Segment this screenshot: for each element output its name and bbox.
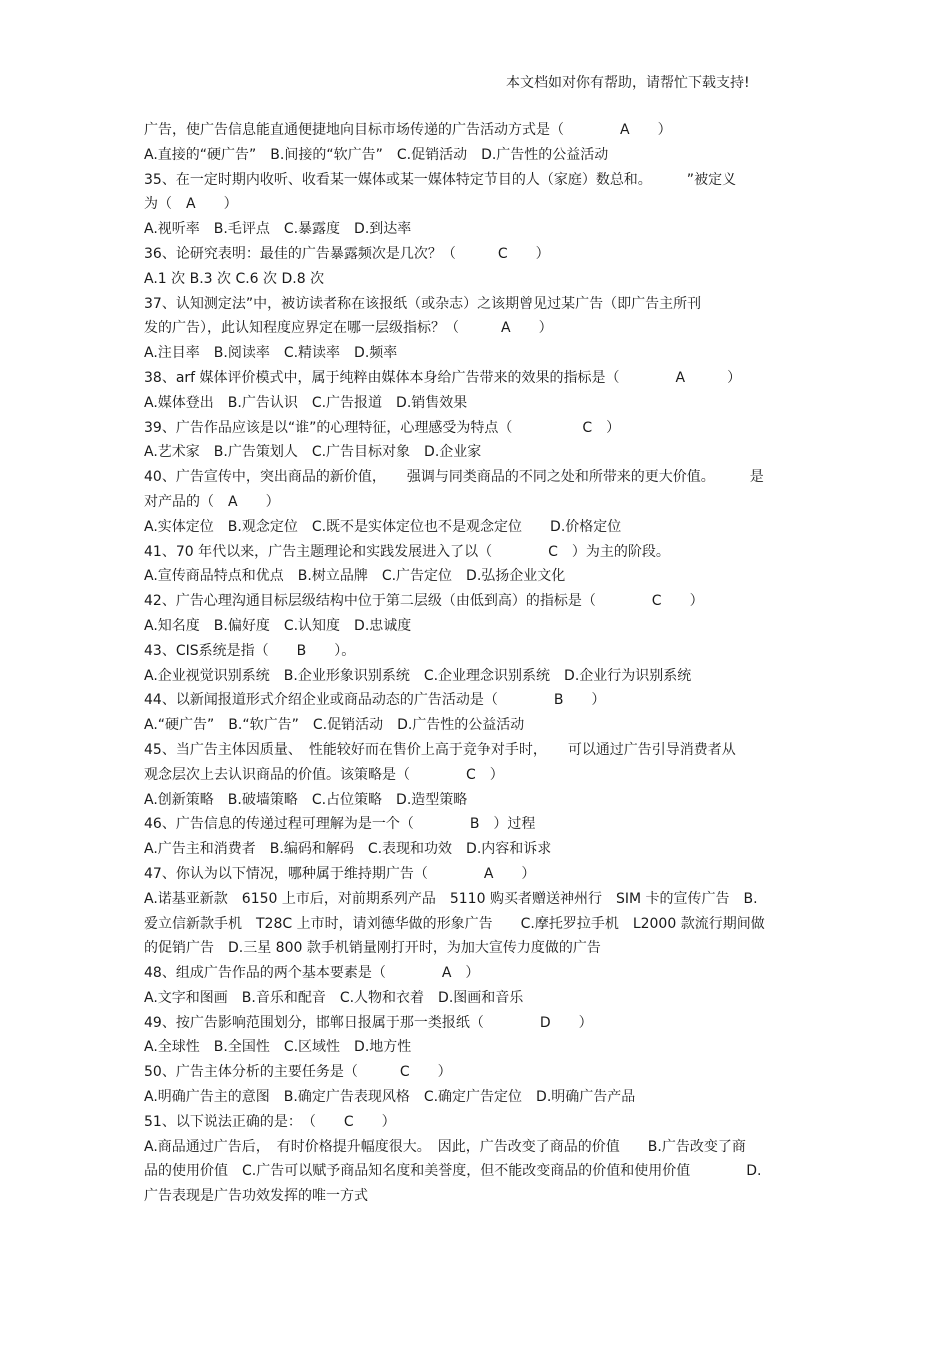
- text-line: 品的使用价值 C.广告可以赋予商品知名度和美誉度，但不能改变商品的价值和使用价值 D.: [144, 1163, 762, 1180]
- text-line: 爱立信新款手机 T28C 上市时，请刘德华做的形象广告 C.摩托罗拉手机 L2000 款流行期间做: [144, 915, 765, 932]
- text-line: 47、你认为以下情况，哪种属于维持期广告（ A ）: [144, 865, 536, 882]
- text-line: A.知名度 B.偏好度 C.认知度 D.忠诚度: [144, 617, 412, 634]
- text-line: A.直接的“硬广告” B.间接的“软广告” C.促销活动 D.广告性的公益活动: [144, 146, 609, 163]
- text-line: A.1 次 B.3 次 C.6 次 D.8 次: [144, 270, 325, 287]
- text-line: A.艺术家 B.广告策划人 C.广告目标对象 D.企业家: [144, 444, 482, 461]
- text-line: 36、论研究表明：最佳的广告暴露频次是几次？（ C ）: [144, 245, 550, 262]
- text-line: A.商品通过广告后， 有时价格提升幅度很大。 因此，广告改变了商品的价值 B.广告改变了商: [144, 1138, 746, 1155]
- text-line: 广告，使广告信息能直通便捷地向目标市场传递的广告活动方式是（ A ）: [144, 122, 672, 138]
- text-line: 45、当广告主体因质量、 性能较好而在售价上高于竞争对手时， 可以通过广告引导消费者从: [144, 741, 736, 758]
- text-line: 38、arf 媒体评价模式中，属于纯粹由媒体本身给广告带来的效果的指标是（ A ）: [144, 369, 742, 386]
- text-line: 46、广告信息的传递过程可理解为是一个（ B ）过程: [144, 816, 536, 833]
- text-line: 的促销广告 D.三星 800 款手机销量刚打开时，为加大宣传力度做的广告: [144, 940, 601, 957]
- text-line: A.创新策略 B.破墙策略 C.占位策略 D.造型策略: [144, 791, 468, 808]
- text-line: A.媒体登出 B.广告认识 C.广告报道 D.销售效果: [144, 394, 468, 411]
- text-line: A.企业视觉识别系统 B.企业形象识别系统 C.企业理念识别系统 D.企业行为识别系统: [144, 667, 692, 684]
- text-line: 广告表现是广告功效发挥的唯一方式: [144, 1188, 368, 1205]
- text-line: A.诺基亚新款 6150 上市后，对前期系列产品 5110 购买者赠送神州行 SIM 卡的宣传广告 B.: [144, 890, 758, 907]
- text-line: 为（ A ）: [144, 196, 238, 213]
- text-line: A.注目率 B.阅读率 C.精读率 D.频率: [144, 345, 398, 362]
- text-line: 35、在一定时期内收听、收看某一媒体或某一媒体特定节目的人（家庭）数总和。 ”被定义: [144, 171, 737, 188]
- text-line: A.“硬广告” B.“软广告” C.促销活动 D.广告性的公益活动: [144, 717, 525, 734]
- text-line: 发的广告），此认知程度应界定在哪一层级指标？（ A ）: [144, 320, 553, 337]
- text-line: 44、以新闻报道形式介绍企业或商品动态的广告活动是（ B ）: [144, 692, 606, 709]
- text-line: A.宣传商品特点和优点 B.树立品牌 C.广告定位 D.弘扬企业文化: [144, 568, 566, 585]
- text-line: A.广告主和消费者 B.编码和解码 C.表现和功效 D.内容和诉求: [144, 841, 552, 858]
- header-note: 本文档如对你有帮助，请帮忙下载支持!: [506, 75, 750, 91]
- text-line: A.全球性 B.全国性 C.区域性 D.地方性: [144, 1039, 412, 1056]
- text-line: 48、组成广告作品的两个基本要素是（ A ）: [144, 965, 480, 982]
- text-line: A.文字和图画 B.音乐和配音 C.人物和衣着 D.图画和音乐: [144, 989, 524, 1006]
- text-line: 39、广告作品应该是以“谁”的心理特征，心理感受为特点（ C ）: [144, 419, 621, 436]
- text-line: 51、以下说法正确的是： （ C ）: [144, 1113, 396, 1130]
- text-line: 43、CIS系统是指（ B ）。: [144, 642, 356, 659]
- text-line: 观念层次上去认识商品的价值。该策略是（ C ）: [144, 766, 504, 783]
- text-line: 37、认知测定法”中，被访读者称在该报纸（或杂志）之该期曾见过某广告（即广告主所刊: [144, 295, 702, 312]
- text-line: 对产品的（ A ）: [144, 493, 280, 510]
- text-line: 40、广告宣传中，突出商品的新价值， 强调与同类商品的不同之处和所带来的更大价值。 是: [144, 469, 764, 486]
- text-line: 49、按广告影响范围划分，邯郸日报属于那一类报纸（ D ）: [144, 1014, 593, 1031]
- text-line: 42、广告心理沟通目标层级结构中位于第二层级（由低到高）的指标是（ C ）: [144, 593, 704, 610]
- text-line: 50、广告主体分析的主要任务是（ C ）: [144, 1064, 452, 1081]
- text-line: A.实体定位 B.观念定位 C.既不是实体定位也不是观念定位 D.价格定位: [144, 518, 622, 535]
- text-line: 41、70 年代以来，广告主题理论和实践发展进入了以（ C ）为主的阶段。: [144, 543, 670, 560]
- text-line: A.明确广告主的意图 B.确定广告表现风格 C.确定广告定位 D.明确广告产品: [144, 1089, 636, 1106]
- document-body: [144, 118, 814, 1209]
- text-line: A.视听率 B.毛评点 C.暴露度 D.到达率: [144, 221, 412, 238]
